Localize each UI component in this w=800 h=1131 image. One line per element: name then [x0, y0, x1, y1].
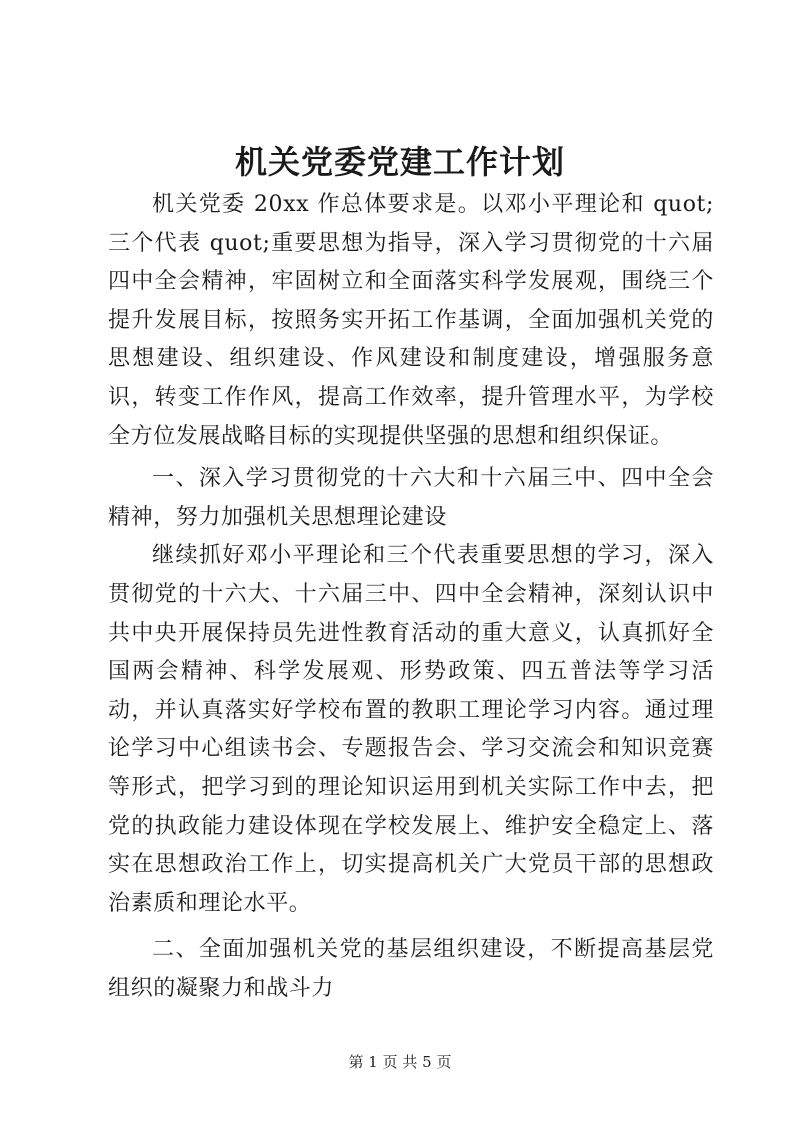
section-heading-1: 一、深入学习贯彻党的十六大和十六届三中、四中全会精神，努力加强机关思想理论建设	[108, 466, 714, 530]
document-body	[108, 186, 714, 1008]
intro-paragraph: 机关党委 20xx 作总体要求是。以邓小平理论和 quot;三个代表 quot;重要思想为指导，深入学习贯彻党的十六届四中全会精神，牢固树立和全面落实科学发展观，围绕三个提升发展目标，按照务实开拓工作基调，全面加强机关党的思想建设、组织建设、作风建设和制度建设，增强服务意识，转变工作作风，提高工作效率，提升管理水平，为学校全方位发展战略目标的实现提供坚强的思想和组织保证。	[108, 192, 714, 449]
document-title: 机关党委党建工作计划	[234, 143, 565, 181]
section-1-paragraph: 继续抓好邓小平理论和三个代表重要思想的学习，深入贯彻党的十六大、十六届三中、四中全会精神，深刻认识中共中央开展保持员先进性教育活动的重大意义，认真抓好全国两会精神、科学发展观、形势政策、四五普法等学习活动，并认真落实好学校布置的教职工理论学习内容。通过理论学习中心组读书会、专题报告会、学习交流会和知识竞赛等形式，把学习到的理论知识运用到机关实际工作中去，把党的执政能力建设体现在学校发展上、维护安全稳定上、落实在思想政治工作上，切实提高机关广大党员干部的思想政治素质和理论水平。	[108, 543, 714, 916]
section-heading-2: 二、全面加强机关党的基层组织建设，不断提高基层党组织的凝聚力和战斗力	[108, 937, 714, 1001]
page-footer: 第 1 页 共 5 页	[348, 1053, 452, 1071]
